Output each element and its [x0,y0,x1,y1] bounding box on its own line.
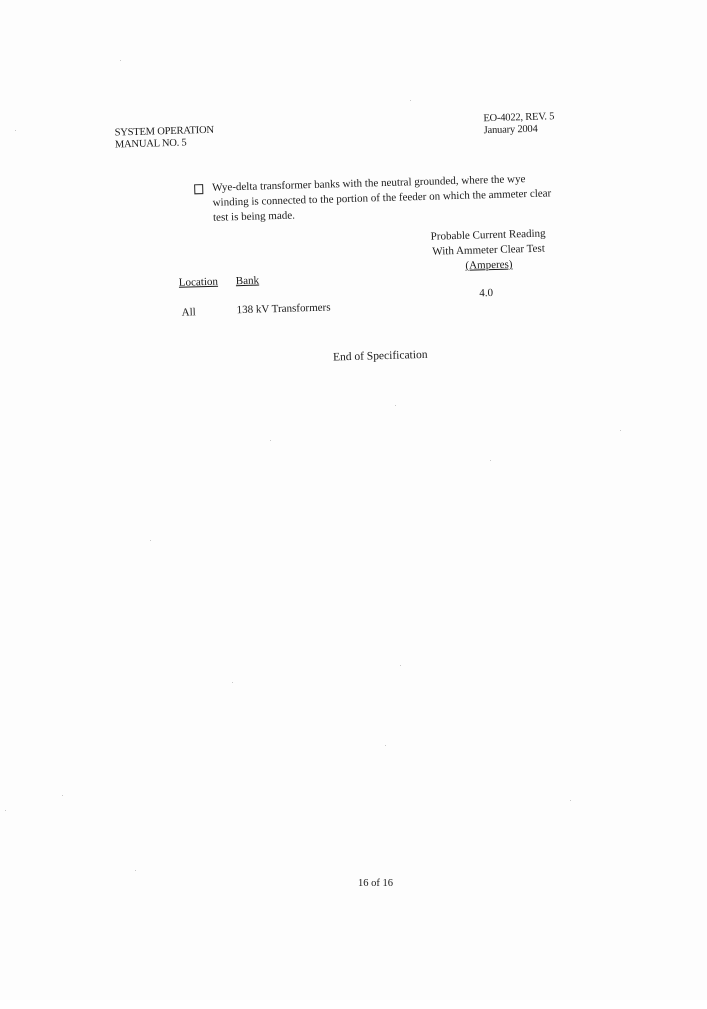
end-of-specification: End of Specification [332,348,428,364]
scan-speck [62,795,63,796]
bullet-item [194,171,555,226]
reading-column-header [415,226,561,275]
table-cell-location: All [181,306,196,319]
bank-column-header: Bank [235,274,260,288]
scan-speck [232,682,233,683]
checkbox-bullet-icon [194,184,203,194]
location-column-header: Location [178,275,219,289]
scan-speck [400,665,401,666]
table-cell-reading: 4.0 [479,287,494,300]
reading-header-line1: Probable Current Reading [430,227,546,243]
scan-speck [410,100,411,101]
scan-speck [150,540,151,541]
scan-speck [385,745,386,746]
manual-title: SYSTEM OPERATION [114,124,214,139]
document-revision: EO-4022, REV. 5 [483,111,555,125]
scan-speck [490,460,491,461]
document-id-header [483,111,555,137]
scan-speck [135,870,136,871]
scan-speck [120,60,121,61]
manual-number: MANUAL NO. 5 [114,137,187,151]
scan-speck [270,440,271,441]
reading-header-units: (Amperes) [465,258,513,272]
reading-header-line2: With Ammeter Clear Test [432,242,545,258]
scan-speck [15,130,16,131]
scan-speck [620,430,621,431]
scan-speck [5,810,6,811]
manual-header [114,125,214,152]
scan-speck [570,800,571,801]
page-number: 16 of 16 [358,878,393,889]
bullet-text: Wye-delta transformer banks with the neutral grounded, where the wye winding is connected to the portion of the feeder on which the ammeter clear test is being made. [212,173,552,224]
table-cell-bank: 138 kV Transformers [236,301,331,317]
document-date: January 2004 [483,123,538,137]
scan-speck [395,405,396,406]
